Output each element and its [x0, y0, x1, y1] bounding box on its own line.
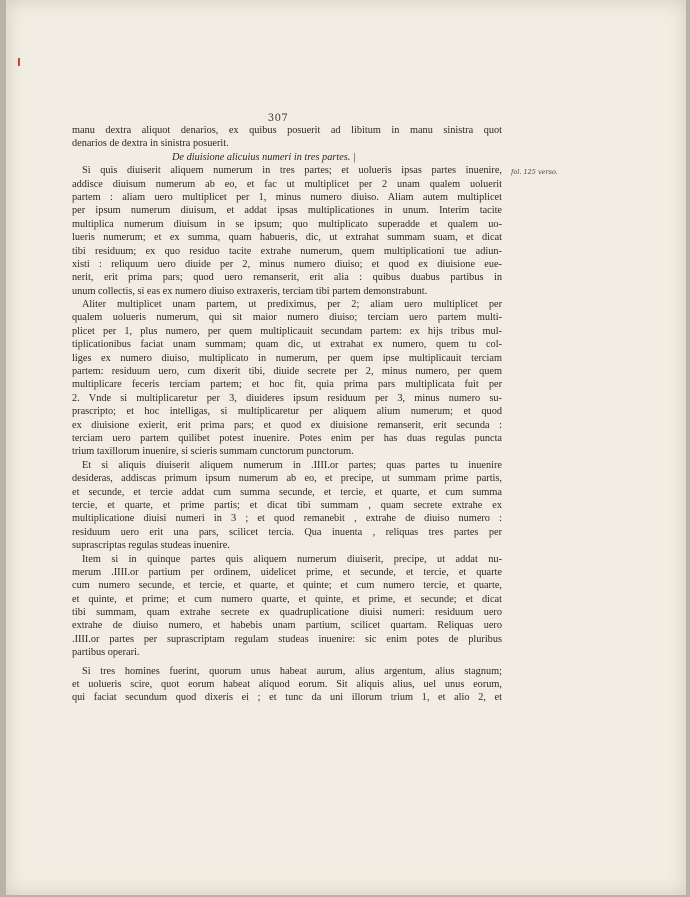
text-line: partem: residuum uero, cum dixerit tibi, diuide secrete per 2, minus numero, per quem [72, 366, 502, 378]
text-line: denarios de dextra in sinistra posuerit. [72, 138, 229, 150]
text-line: et quinte, et prime; et cum numero quarte, et quinte, et prime, et secunde; et dicat [72, 593, 502, 605]
section-heading: De diuisione alicuius numeri in tres partes. | [172, 151, 356, 163]
text-line: nerit, erit prima pars; quod uero remanserit, erit alia : quibus duabus partibus in [72, 272, 502, 284]
text-line: addisce diuisum numerum ab eo, et fac ut multiplicet per 2 unam qualem uoluerit [72, 178, 502, 190]
text-line: Et si aliquis diuiserit aliquem numerum in .IIII.or partes; quas partes tu inuenire [82, 459, 502, 471]
text-line: Si quis diuiserit aliquem numerum in tres partes; et uolueris ipsas partes inuenire, [82, 165, 502, 177]
text-line: residuum uero erit una pars, scilicet tercia. Qua inuenta , reliquas tres partes per [72, 526, 502, 538]
text-line: tiplicationibus faciat unam summam; quam dic, ut extrahat ex numero, quem tu col- [72, 339, 502, 351]
text-line: suprascriptas regulas studeas inuenire. [72, 540, 230, 552]
text-line: Aliter multiplicet unam partem, ut prediximus, per 2; aliam uero multiplicet per [82, 299, 502, 311]
text-line: prascripto; et hoc intelligas, si multiplicaretur per aliquem alium numerum; et quod [72, 406, 502, 418]
text-line: .IIII.or partes per suprascriptam regulam studeas inuenire: sic enim potes de pluribus [72, 633, 502, 645]
text-line: qualem uolueris numerum, qui sit maior numero diuiso; terciam uero partem multi- [72, 312, 502, 324]
text-block [72, 124, 502, 705]
text-line: lueris numerum; et ex summa, quam habueris, dic, ut extrahat summam suam, et dicat [72, 232, 502, 244]
text-line: multiplica numerum diuisum in se ipsum; quo multiplicato superadde et qualem uo- [72, 218, 502, 230]
text-line: et secunde, et tercie addat cum summa secunde, et tercie, et quarte, et cum summa [72, 486, 502, 498]
text-line: Si tres homines fuerint, quorum unus habeat aurum, alius argentum, alius stagnum; [82, 665, 502, 677]
text-line: tibi summam, quam extrahe secrete ex quadruplicatione diuisi numeri: residuum uero [72, 607, 502, 619]
text-line: tibi residuum; ex quo residuo tacite extrahe numerum, quem multiplicationi tue adiun- [72, 245, 502, 257]
text-line: manu dextra aliquot denarios, ex quibus posuerit ad libitum in manu sinistra quot [72, 125, 502, 136]
text-line: partibus operari. [72, 647, 140, 659]
text-line: multiplicatione diuisi numeri in 3 ; et quod remanebit , extrahe de diuiso numero : [72, 513, 502, 525]
text-line: desideras, addiscas primum ipsum numerum ab eo, et precipe, ut summam prime partis, [72, 473, 502, 485]
page-number: 307 [267, 113, 289, 124]
text-line: qui faciat secundum quod dixeris ei ; et tunc da uni illorum trium 1, et alio 2, et [72, 692, 502, 704]
text-line: unum collectis, si eas ex numero diuiso extraxeris, terciam tibi partem demonstrabunt. [72, 285, 428, 297]
text-line: trium taxillorum inuenire, si scieris summam cunctorum punctorum. [72, 446, 354, 458]
text-line: 2. Vnde si multiplicaretur per 3, diuideres ipsum residuum per 3, minus numero su- [72, 392, 502, 404]
text-line: partem : aliam uero multiplicet per 1, minus numero diuiso. Aliam autem multiplicet [72, 191, 502, 203]
text-line: ex diuisione exierit, erit prima pars; et quod ex diuisione remanserit, erit secunda : [72, 419, 502, 431]
text-line: tercie, et quarte, et prime partis; et dicat tibi summam , quam secrete extrahe ex [72, 499, 502, 511]
bookmark-tab [18, 58, 20, 66]
text-line: xisti : reliquum uero diuide per 2, minus numero diuiso; et quod ex diuisione eue- [72, 258, 502, 270]
text-line: plicet per 1, plus numero, per quem multiplicauit secundam partem: ex hijs tribus mul- [72, 325, 502, 337]
text-line: merum .IIII.or partium per ordinem, uidelicet prime, et secunde, et tercie, et quarte [72, 566, 502, 578]
margin-note: fol. 125 verso. [511, 168, 558, 176]
text-line: terciam uero partem quilibet potest inuenire. Potes enim per has duas regulas puncta [72, 432, 502, 444]
text-line: et uolueris scire, quot eorum habeat aliquod eorum. Sit aliquis alius, uel unus eorum, [72, 679, 502, 691]
text-line: liges ex numero diuiso, multiplicato in numerum, per quem ipse multiplicauit terciam [72, 352, 502, 364]
text-line: per ipsum numerum diuisum, et addat ipsas multiplicationes in unum. Interim tacite [72, 205, 502, 217]
text-line: extrahe de diuiso numero, et habebis unam partium, scilicet quartam. Reliquas uero [72, 620, 502, 632]
text-line: cum numero secunde, et tercie, et quarte, et quinte; et cum numero tercie, et quarte, [72, 580, 502, 592]
text-line: multiplicare feceris terciam partem; et hoc fit, quia prima pars multiplicata fuit per [72, 379, 502, 391]
text-line: Item si in quinque partes quis aliquem numerum diuiserit, precipe, ut addat nu- [82, 553, 502, 565]
book-page [6, 0, 686, 895]
